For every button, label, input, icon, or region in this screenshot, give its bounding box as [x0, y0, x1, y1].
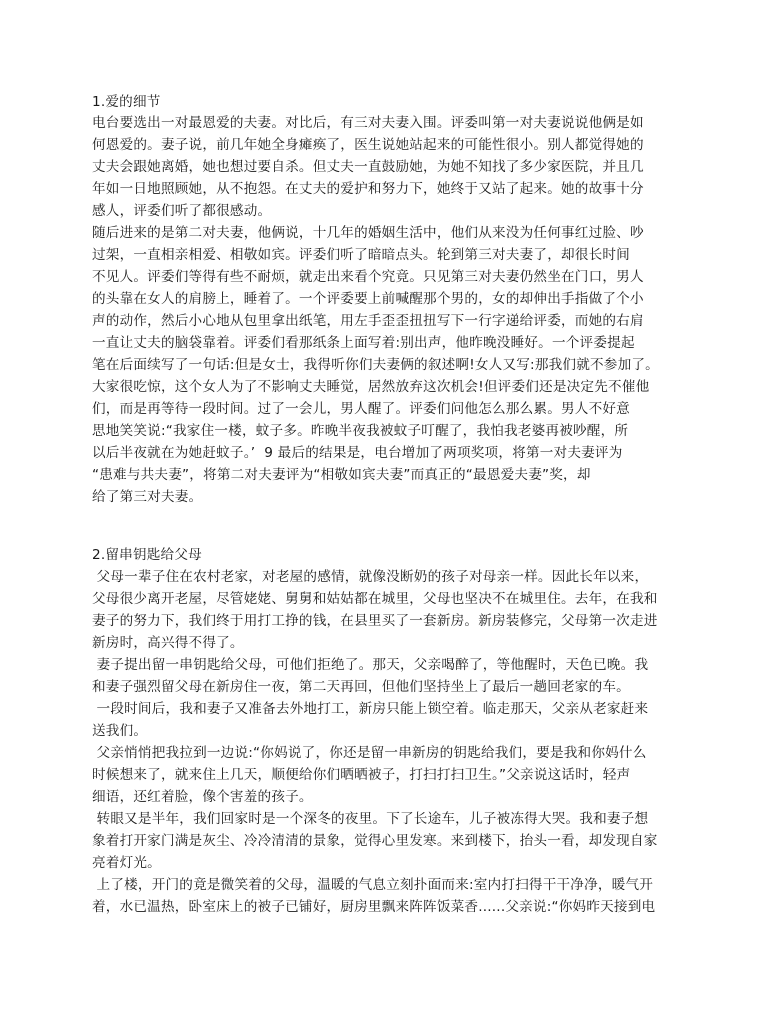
paragraph-line: 感人，评委们听了都很感动。 — [92, 203, 272, 219]
paragraph-line: 思地笑笑说:“我家住一楼，蚊子多。昨晚半夜我被蚊子叮醒了，我怕我老婆再被吵醒，所 — [92, 423, 629, 439]
paragraph-line: 一段时间后，我和妻子又准备去外地打工，新房只能上锁空着。临走那天，父亲从老家赶来 — [92, 701, 649, 717]
paragraph-line: 父母一辈子住在农村老家，对老屋的感情，就像没断奶的孩子对母亲一样。因此长年以来， — [92, 569, 649, 585]
paragraph-line: 妻子的努力下，我们终于用打工挣的钱，在县里买了一套新房。新房装修完，父母第一次走进 — [92, 613, 658, 629]
paragraph-line: 们，而是再等待一段时间。过了一会儿，男人醒了。评委们问他怎么那么累。男人不好意 — [92, 401, 630, 417]
paragraph-line: “患难与共夫妻”，将第二对夫妻评为“相敬如宾夫妻”而真正的“最恩爱夫妻”奖，却 — [92, 467, 591, 483]
paragraph-line: 上了楼，开门的竟是微笑着的父母，温暖的气息立刻扑面而来:室内打扫得干干净净，暖气开 — [92, 877, 654, 893]
paragraph-line: 不见人。评委们等得有些不耐烦，就走出来看个究竟。只见第三对夫妻仍然坐在门口，男人 — [92, 269, 644, 285]
paragraph-line: 大家很吃惊，这个女人为了不影响丈夫睡觉，居然放弃这次机会!但评委们还是决定先不催他 — [92, 379, 650, 395]
paragraph-line: 亮着灯光。 — [92, 855, 161, 871]
paragraph-line: 新房时，高兴得不得了。 — [92, 635, 244, 651]
section-heading: 1.爱的细节 — [92, 94, 161, 110]
paragraph-line: 丈夫会跟她离婚，她也想过要自杀。但丈夫一直鼓励她，为她不知找了多少家医院，并且几 — [92, 159, 644, 175]
section-heading: 2.留串钥匙给父母 — [92, 547, 202, 563]
paragraph-line: 和妻子强烈留父母在新房住一夜，第二天再回，但他们坚持坐上了最后一趟回老家的车。 — [92, 679, 630, 695]
paragraph-line: 年如一日地照顾她，从不抱怨。在丈夫的爱护和努力下，她终于又站了起来。她的故事十分 — [92, 181, 644, 197]
paragraph-line: 着，水已温热，卧室床上的被子已铺好，厨房里飘来阵阵饭菜香......父亲说:“你妈昨天接到电 — [92, 899, 656, 915]
paragraph-line: 随后进来的是第二对夫妻，他俩说，十几年的婚姻生活中，他们从来没为任何事红过脸、吵 — [92, 225, 644, 241]
paragraph-line: 送我们。 — [92, 723, 148, 739]
paragraph-line: 笔在后面续写了一句话:但是女士，我得听你们夫妻俩的叙述啊!女人又写:那我们就不参加了。 — [92, 357, 659, 373]
paragraph-line: 细语，还红着脸，像个害羞的孩子。 — [92, 789, 313, 805]
paragraph-line: 何恩爱的。妻子说，前几年她全身瘫痪了，医生说她站起来的可能性很小。别人都觉得她的 — [92, 137, 644, 153]
paragraph-line: 妻子提出留一串钥匙给父母，可他们拒绝了。那天，父亲喝醉了，等他醒时，天色已晚。我 — [92, 657, 649, 673]
paragraph-line: 电台要选出一对最恩爱的夫妻。对比后，有三对夫妻入围。评委叫第一对夫妻说说他俩是如 — [92, 115, 644, 131]
paragraph-line: 转眼又是半年，我们回家时是一个深冬的夜里。下了长途车，儿子被冻得大哭。我和妻子想 — [92, 811, 649, 827]
paragraph-line: 象着打开家门满是灰尘、冷冷清清的景象，觉得心里发寒。来到楼下，抬头一看，却发现自家 — [92, 833, 658, 849]
paragraph-line: 时候想来了，就来住上几天，顺便给你们晒晒被子，打扫打扫卫生。”父亲说这话时，轻声 — [92, 767, 631, 783]
paragraph-line: 声的动作，然后小心地从包里拿出纸笔，用左手歪歪扭扭写下一行字递给评委，而她的右肩 — [92, 313, 644, 329]
paragraph-line: 父亲悄悄把我拉到一边说:“你妈说了，你还是留一串新房的钥匙给我们，要是我和你妈什么 — [92, 745, 647, 761]
paragraph-line: 一直让丈夫的脑袋靠着。评委们看那纸条上面写着:别出声，他昨晚没睡好。一个评委提起 — [92, 335, 635, 351]
paragraph-line: 的头靠在女人的肩膀上，睡着了。一个评委要上前喊醒那个男的，女的却伸出手指做了个小 — [92, 291, 644, 307]
paragraph-line: 以后半夜就在为她赶蚊子。’ 9 最后的结果是，电台增加了两项奖项，将第一对夫妻评为 — [92, 445, 623, 461]
paragraph-line: 过架，一直相亲相爱、相敬如宾。评委们听了暗暗点头。轮到第三对夫妻了，却很长时间 — [92, 247, 630, 263]
paragraph-line: 给了第三对夫妻。 — [92, 489, 203, 505]
paragraph-line: 父母很少离开老屋，尽管姥姥、舅舅和姑姑都在城里，父母也坚决不在城里住。去年，在我和 — [92, 591, 658, 607]
